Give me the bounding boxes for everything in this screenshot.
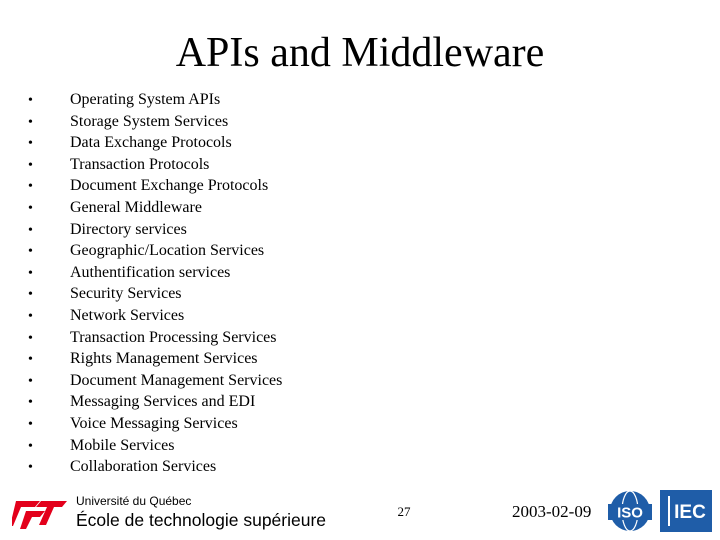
list-item: [28, 111, 282, 133]
list-item: [28, 327, 282, 349]
bullet-list: [28, 89, 282, 478]
bullet-marker: •: [28, 438, 33, 454]
bullet-marker: •: [28, 200, 33, 216]
list-item: [28, 175, 282, 197]
iso-logo-icon: [605, 489, 655, 533]
list-item-label: Voice Messaging Services: [70, 414, 238, 432]
iec-logo-text: IEC: [674, 502, 706, 523]
university-name: Université du Québec: [76, 494, 192, 508]
list-item: [28, 413, 282, 435]
list-item-label: Document Exchange Protocols: [70, 177, 269, 195]
bullet-marker: •: [28, 416, 33, 432]
bullet-marker: •: [28, 179, 33, 195]
list-item-label: Storage System Services: [70, 112, 229, 130]
school-name: École de technologie supérieure: [76, 510, 327, 530]
list-item-label: Collaboration Services: [70, 458, 217, 476]
university-name-block: [76, 494, 326, 531]
list-item-label: Directory services: [70, 220, 187, 238]
bullet-marker: •: [28, 93, 33, 108]
list-item: [28, 219, 282, 241]
list-item-label: Rights Management Services: [70, 350, 258, 368]
list-item-label: Authentification services: [70, 263, 231, 281]
list-item: [28, 435, 282, 457]
list-item: [28, 370, 282, 392]
list-item-label: Security Services: [70, 285, 182, 303]
list-item: [28, 391, 282, 413]
list-item-label: Messaging Services and EDI: [70, 393, 256, 411]
list-item-label: Data Exchange Protocols: [70, 134, 232, 152]
list-item: [28, 89, 282, 111]
list-item: [28, 305, 282, 327]
list-item: [28, 283, 282, 305]
iso-logo-text: ISO: [617, 504, 643, 522]
bullet-marker: •: [28, 460, 33, 476]
bullet-marker: •: [28, 222, 33, 238]
bullet-marker: •: [28, 373, 33, 389]
bullet-marker: •: [28, 352, 33, 368]
list-item-label: Operating System APIs: [70, 91, 221, 108]
slide-title: APIs and Middleware: [175, 30, 545, 76]
bullet-marker: •: [28, 330, 33, 346]
list-item-label: Transaction Protocols: [70, 155, 210, 173]
list-item-label: Mobile Services: [70, 436, 175, 454]
list-item-label: Geographic/Location Services: [70, 242, 265, 260]
slide-date: 2003-02-09: [512, 502, 592, 521]
bullet-marker: •: [28, 287, 33, 303]
iec-logo-icon: [659, 489, 713, 533]
bullet-marker: •: [28, 395, 33, 411]
bullet-marker: •: [28, 114, 33, 130]
list-item: [28, 132, 282, 154]
list-item-label: Document Management Services: [70, 371, 283, 389]
bullet-marker: •: [28, 244, 33, 260]
list-item: [28, 154, 282, 176]
list-item-label: General Middleware: [70, 198, 202, 216]
list-item: [28, 240, 282, 262]
list-item: [28, 348, 282, 370]
list-item: [28, 197, 282, 219]
list-item-label: Transaction Processing Services: [70, 328, 277, 346]
bullet-marker: •: [28, 308, 33, 324]
ets-logo-icon: [12, 493, 68, 531]
bullet-marker: •: [28, 265, 33, 281]
bullet-marker: •: [28, 136, 33, 152]
list-item-label: Network Services: [70, 306, 185, 324]
list-item: [28, 262, 282, 284]
bullet-marker: •: [28, 157, 33, 173]
list-item: [28, 456, 282, 478]
page-number: 27: [397, 504, 411, 519]
